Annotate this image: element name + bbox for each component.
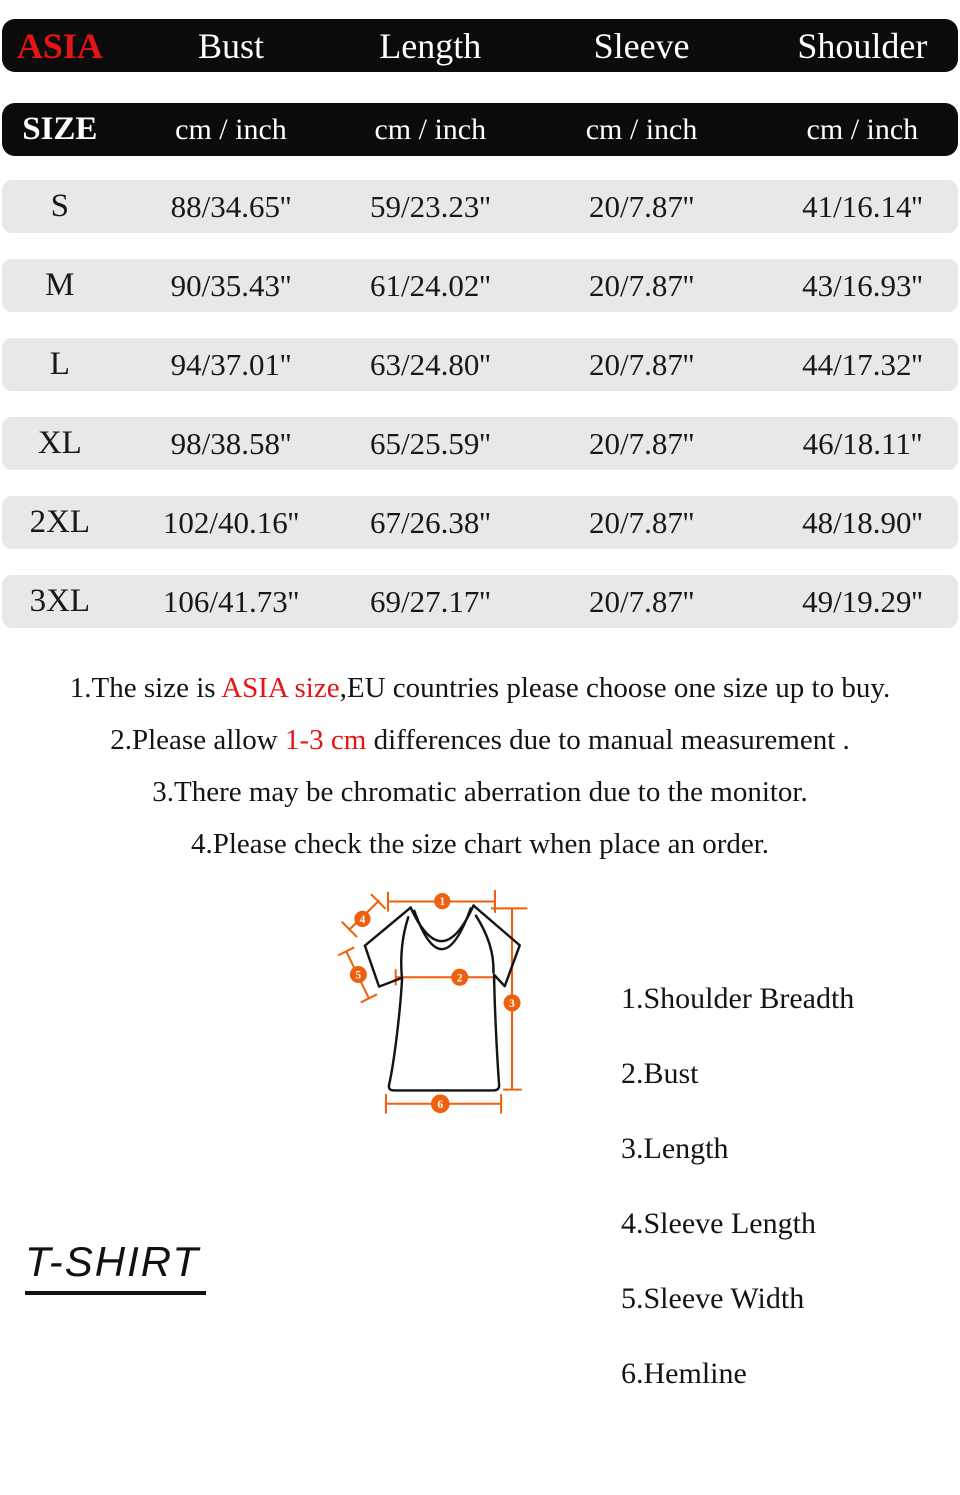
marker-num-6: 6 [437, 1098, 444, 1111]
legend-item-hemline: 6.Hemline [621, 1357, 747, 1390]
length-cell: 59/23.23'' [370, 188, 491, 224]
length-cell: 65/25.59'' [370, 425, 491, 461]
legend-item-sleeve-length: 4.Sleeve Length [621, 1207, 816, 1240]
sleeve-cell: 20/7.87'' [589, 583, 695, 619]
product-label: T-SHIRT [25, 1238, 206, 1295]
size-cell: 3XL [29, 583, 91, 619]
notes-block [0, 662, 960, 870]
size-row-l [2, 338, 958, 391]
bust-cell: 98/38.58'' [170, 425, 292, 461]
marker-num-3: 3 [509, 997, 515, 1010]
size-cell: XL [37, 425, 82, 461]
bust-cell: 88/34.65'' [170, 188, 292, 224]
size-table-unit-bar [2, 103, 958, 156]
shoulder-cell: 44/17.32'' [802, 346, 923, 382]
note-line-1: 1.The size is ASIA size,EU countries please choose one size up to buy. [69, 672, 891, 704]
header-col-sleeve: Sleeve [593, 25, 690, 66]
legend-item-bust: 2.Bust [621, 1057, 699, 1090]
unit-cell: cm / inch [585, 112, 698, 146]
shoulder-cell: 46/18.11'' [802, 425, 923, 461]
measurement-legend [621, 961, 854, 1411]
header-size-label: SIZE [22, 111, 98, 147]
size-row-xl [2, 417, 958, 470]
unit-cell: cm / inch [175, 112, 287, 146]
header-col-bust: Bust [197, 25, 264, 66]
length-cell: 69/27.17'' [370, 583, 491, 619]
tshirt-body [365, 906, 520, 1091]
size-table-header-bar [2, 19, 958, 72]
size-cell: 2XL [29, 504, 91, 540]
header-col-shoulder: Shoulder [797, 25, 928, 66]
size-cell: S [50, 188, 70, 224]
armhole-right [476, 916, 494, 973]
legend-item-sleeve-width: 5.Sleeve Width [621, 1282, 805, 1315]
marker-num-4: 4 [359, 913, 366, 926]
sleeve-cell: 20/7.87'' [589, 504, 695, 540]
collar-inner [414, 908, 470, 949]
size-cell: L [49, 346, 70, 382]
shoulder-cell: 48/18.90'' [802, 504, 923, 540]
unit-cell: cm / inch [374, 112, 487, 146]
size-row-m [2, 259, 958, 312]
length-cell: 67/26.38'' [370, 504, 491, 540]
size-cell: M [45, 267, 75, 303]
marker-num-5: 5 [355, 969, 362, 982]
length-cell: 61/24.02'' [370, 267, 491, 303]
shoulder-cell: 43/16.93'' [802, 267, 923, 303]
size-row-3xl [2, 575, 958, 628]
shoulder-cell: 41/16.14'' [802, 188, 923, 224]
header-col-length: Length [379, 25, 482, 66]
note-line-4: 4.Please check the size chart when place an order. [190, 828, 770, 860]
sleeve-cell: 20/7.87'' [589, 188, 695, 224]
bust-cell: 90/35.43'' [170, 267, 292, 303]
length-cell: 63/24.80'' [370, 346, 491, 382]
legend-item-length: 3.Length [621, 1132, 729, 1165]
bust-cell: 102/40.16'' [162, 504, 299, 540]
sleeve-cell: 20/7.87'' [589, 346, 695, 382]
tshirt-outline [365, 906, 520, 1091]
marker-num-1: 1 [439, 896, 446, 909]
legend-item-shoulder-breadth: 1.Shoulder Breadth [621, 982, 855, 1015]
armhole-left [401, 917, 408, 976]
sleeve-cell: 20/7.87'' [589, 267, 695, 303]
red-highlight: ASIA size [221, 672, 340, 704]
note-line-2: 2.Please allow 1-3 cm differences due to manual measurement . [110, 724, 850, 756]
header-region-label: ASIA [16, 25, 103, 66]
sleeve-cell: 20/7.87'' [589, 425, 695, 461]
note-line-3: 3.There may be chromatic aberration due to the monitor. [152, 776, 808, 808]
red-highlight: 1-3 cm [285, 724, 367, 756]
marker-num-2: 2 [456, 972, 463, 985]
bust-cell: 94/37.01'' [170, 346, 292, 382]
unit-cell: cm / inch [806, 112, 919, 146]
bust-cell: 106/41.73'' [162, 583, 299, 619]
size-row-s [2, 180, 958, 233]
shoulder-cell: 49/19.29'' [802, 583, 923, 619]
size-row-2xl [2, 496, 958, 549]
